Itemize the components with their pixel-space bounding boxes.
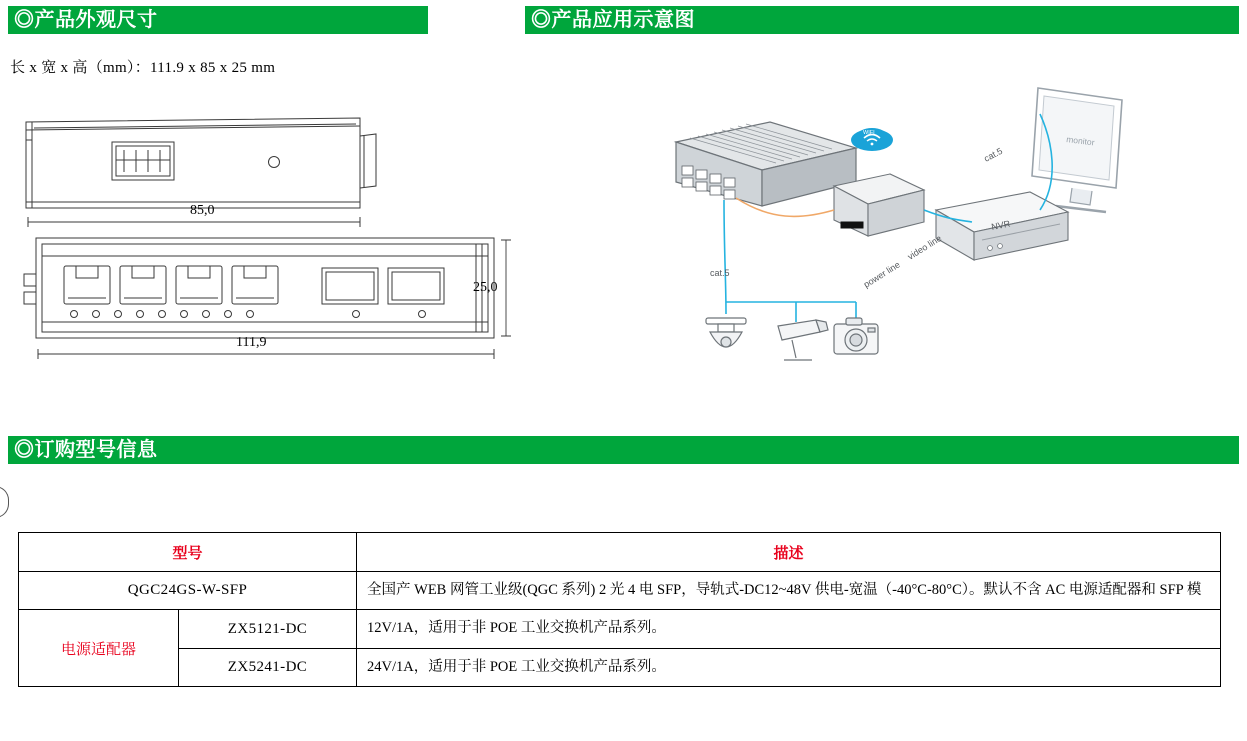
svg-text:WIFI: WIFI <box>863 130 875 136</box>
cell-description-main: 全国产 WEB 网管工业级(QGC 系列) 2 光 4 电 SFP，导轨式-DC12~48V 供电-宽温（-40°C-80°C）。默认不含 AC 电源适配器和 SFP 模 <box>357 572 1221 610</box>
svg-text:monitor: monitor <box>1065 134 1096 148</box>
margin-artifact <box>0 486 9 518</box>
section-header-dimensions <box>8 6 428 34</box>
media-converter-graphic <box>834 174 924 236</box>
section-header-ordering-label: ◎订购型号信息 <box>14 439 158 461</box>
dome-camera-graphic <box>706 318 746 347</box>
application-topology-diagram <box>620 70 1220 390</box>
cable-label-video: video line <box>905 233 944 262</box>
cable-label-cat5-top: cat.5 <box>982 145 1005 164</box>
switch-graphic <box>676 122 856 206</box>
section-header-application <box>525 6 1239 34</box>
table-row <box>19 648 1221 686</box>
product-dimension-drawing <box>8 90 518 380</box>
table-header-row <box>19 533 1221 572</box>
cell-model-zx5241: ZX5241-DC <box>179 648 357 686</box>
cell-group-power-adapter: 电源适配器 <box>19 610 179 687</box>
dimension-note: 长 x 宽 x 高（mm）：111.9 x 85 x 25 mm <box>10 60 276 76</box>
cell-model-main: QGC24GS-W-SFP <box>19 572 357 610</box>
table-header-description: 描述 <box>357 533 1221 572</box>
nvr-graphic <box>936 192 1068 260</box>
cable-label-cat5-bottom: cat.5 <box>710 268 730 278</box>
cell-model-zx5121: ZX5121-DC <box>179 610 357 648</box>
dimension-label-depth: 85,0 <box>190 203 215 218</box>
dimension-label-width: 111,9 <box>236 335 267 350</box>
monitor-graphic <box>1032 88 1122 212</box>
table-row <box>19 572 1221 610</box>
table-row <box>19 610 1221 648</box>
dimension-label-height: 25,0 <box>473 280 498 295</box>
section-header-dimensions-label: ◎产品外观尺寸 <box>14 9 158 31</box>
section-header-application-label: ◎产品应用示意图 <box>531 9 695 31</box>
wifi-icon <box>851 128 893 151</box>
section-header-ordering <box>8 436 1239 464</box>
cell-description-zx5241: 24V/1A，适用于非 POE 工业交换机产品系列。 <box>357 648 1221 686</box>
cell-description-zx5121: 12V/1A，适用于非 POE 工业交换机产品系列。 <box>357 610 1221 648</box>
ordering-information-table <box>18 532 1221 687</box>
table-header-model: 型号 <box>19 533 357 572</box>
cable-label-power: power line <box>861 259 902 290</box>
box-camera-graphic <box>834 318 878 354</box>
svg-text:NVR: NVR <box>990 218 1012 232</box>
application-topology-svg <box>620 70 1220 390</box>
bullet-camera-graphic <box>778 320 828 360</box>
